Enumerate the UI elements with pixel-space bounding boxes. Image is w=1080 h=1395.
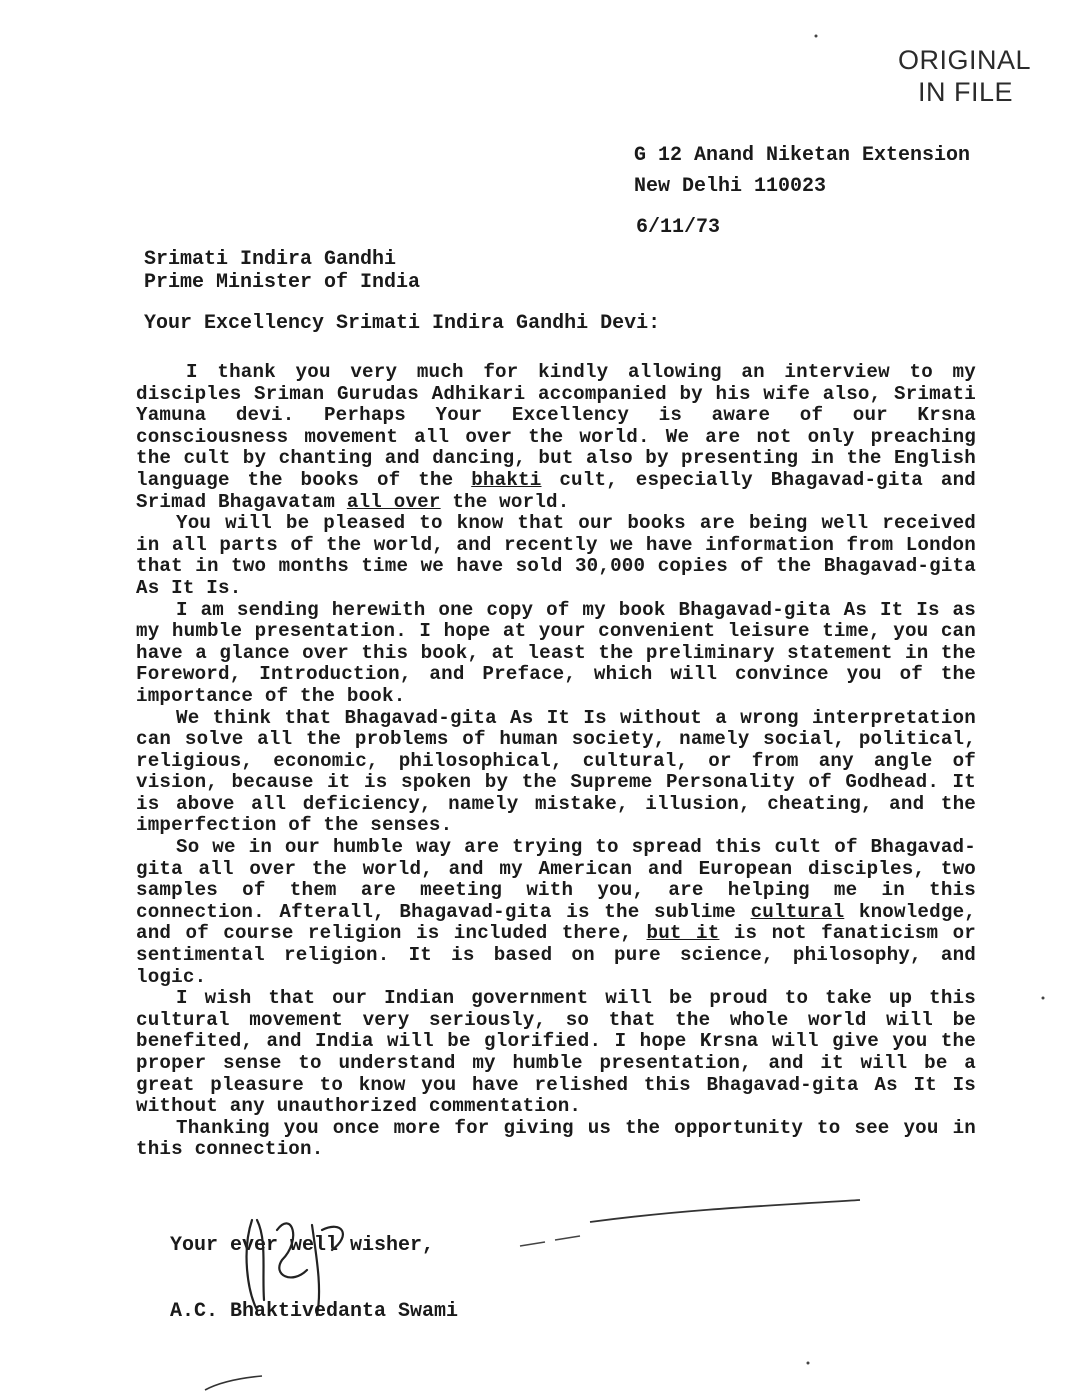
sender-name: A.C. Bhaktivedanta Swami <box>170 1300 459 1323</box>
speck-mark <box>807 1362 810 1365</box>
letter-body <box>136 362 976 1161</box>
underlined-word-bhakti: bhakti <box>471 468 542 491</box>
paragraph-1-text: I thank you very much for kindly allowing an interview to my disciples Sriman Gurudas Adhikari accompanied by his wife also, Srimati Yamuna devi. Perhaps Your Excellency is aware of our Krsna consciousness movement all over the world. We are not only preaching the cult by chanting and dancing, but also by presenting in the English language the books of the <box>136 361 976 491</box>
recipient-name: Srimati Indira Gandhi <box>144 248 397 271</box>
speck-mark <box>1042 997 1045 1000</box>
address-line-1: G 12 Anand Niketan Extension <box>634 144 971 167</box>
paragraph-1 <box>136 362 976 513</box>
paragraph-5-text-end: is not fanaticism or sentimental religion. It is based on pure science, philosophy, and logic. <box>136 922 977 988</box>
address-line-2: New Delhi 110023 <box>634 175 827 198</box>
original-in-file-stamp <box>898 44 1058 108</box>
paragraph-7: Thanking you once more for giving us the opportunity to see you in this connection. <box>136 1116 976 1161</box>
pen-stroke-bottom <box>205 1376 262 1390</box>
paragraph-5-text-cont: knowledge, and of course religion is included there, <box>136 900 977 945</box>
underlined-word-cultural: cultural <box>750 900 845 923</box>
recipient-block <box>144 248 420 294</box>
paragraph-3: I am sending herewith one copy of my book Bhagavad-gita As It Is as my humble presentation. I hope at your convenient leisure time, you can have a glance over this book, at least the preliminary statement in the Foreword, Introduction, and Preface, which will convince you of the importance of the book. <box>136 598 976 707</box>
paragraph-4: We think that Bhagavad-gita As It Is without a wrong interpretation can solve all the problems of human society, namely social, political, religious, economic, philosophical, cultural, or from any angle of vision, because it is spoken by the Supreme Personality of Godhead. It is above all deficiency, namely mistake, illusion, cheating, and the imperfection of the senses. <box>136 706 976 837</box>
pen-stroke-underline <box>590 1200 860 1222</box>
pen-dash-marks <box>520 1236 580 1246</box>
paragraph-5-text: So we in our humble way are trying to spread this cult of Bhagavad-gita all over the world, and my American and European disciples, two samples of them are meeting with you, are helping me in this connection. Afterall, Bhagavad-gita is the sublime <box>136 836 976 923</box>
underlined-but-it: but it <box>646 922 720 945</box>
underlined-all-over: all over <box>346 490 441 513</box>
paragraph-1-text-cont: cult, especially Bhagavad-gita and Srimad Bhagavatam <box>136 468 977 513</box>
paragraph-6: I wish that our Indian government will be proud to take up this cultural movement very seriously, so that the whole world will be benefited, and India will be glorified. I hope Krsna will give you the proper sense to understand my humble presentation, and it will be a great pleasure to know you have relished this Bhagavad-gita As It Is without any unauthorized commentation. <box>136 987 976 1118</box>
letter-date: 6/11/73 <box>636 216 721 239</box>
stamp-line-1: ORIGINAL <box>898 45 1032 75</box>
sender-address <box>634 140 970 202</box>
paragraph-1-text-end: the world. <box>452 490 570 513</box>
paragraph-5 <box>136 837 976 988</box>
paragraph-2: You will be pleased to know that our books are being well received in all parts of the world, and recently we have information from London that in two months time we have sold 30,000 copies of the Bhagavad-gita As It Is. <box>136 512 976 599</box>
recipient-title: Prime Minister of India <box>144 271 421 294</box>
stamp-line-2: IN FILE <box>918 77 1014 107</box>
speck-mark <box>815 35 818 38</box>
closing: Your ever well wisher, <box>170 1234 435 1257</box>
salutation: Your Excellency Srimati Indira Gandhi Devi: <box>144 312 661 335</box>
